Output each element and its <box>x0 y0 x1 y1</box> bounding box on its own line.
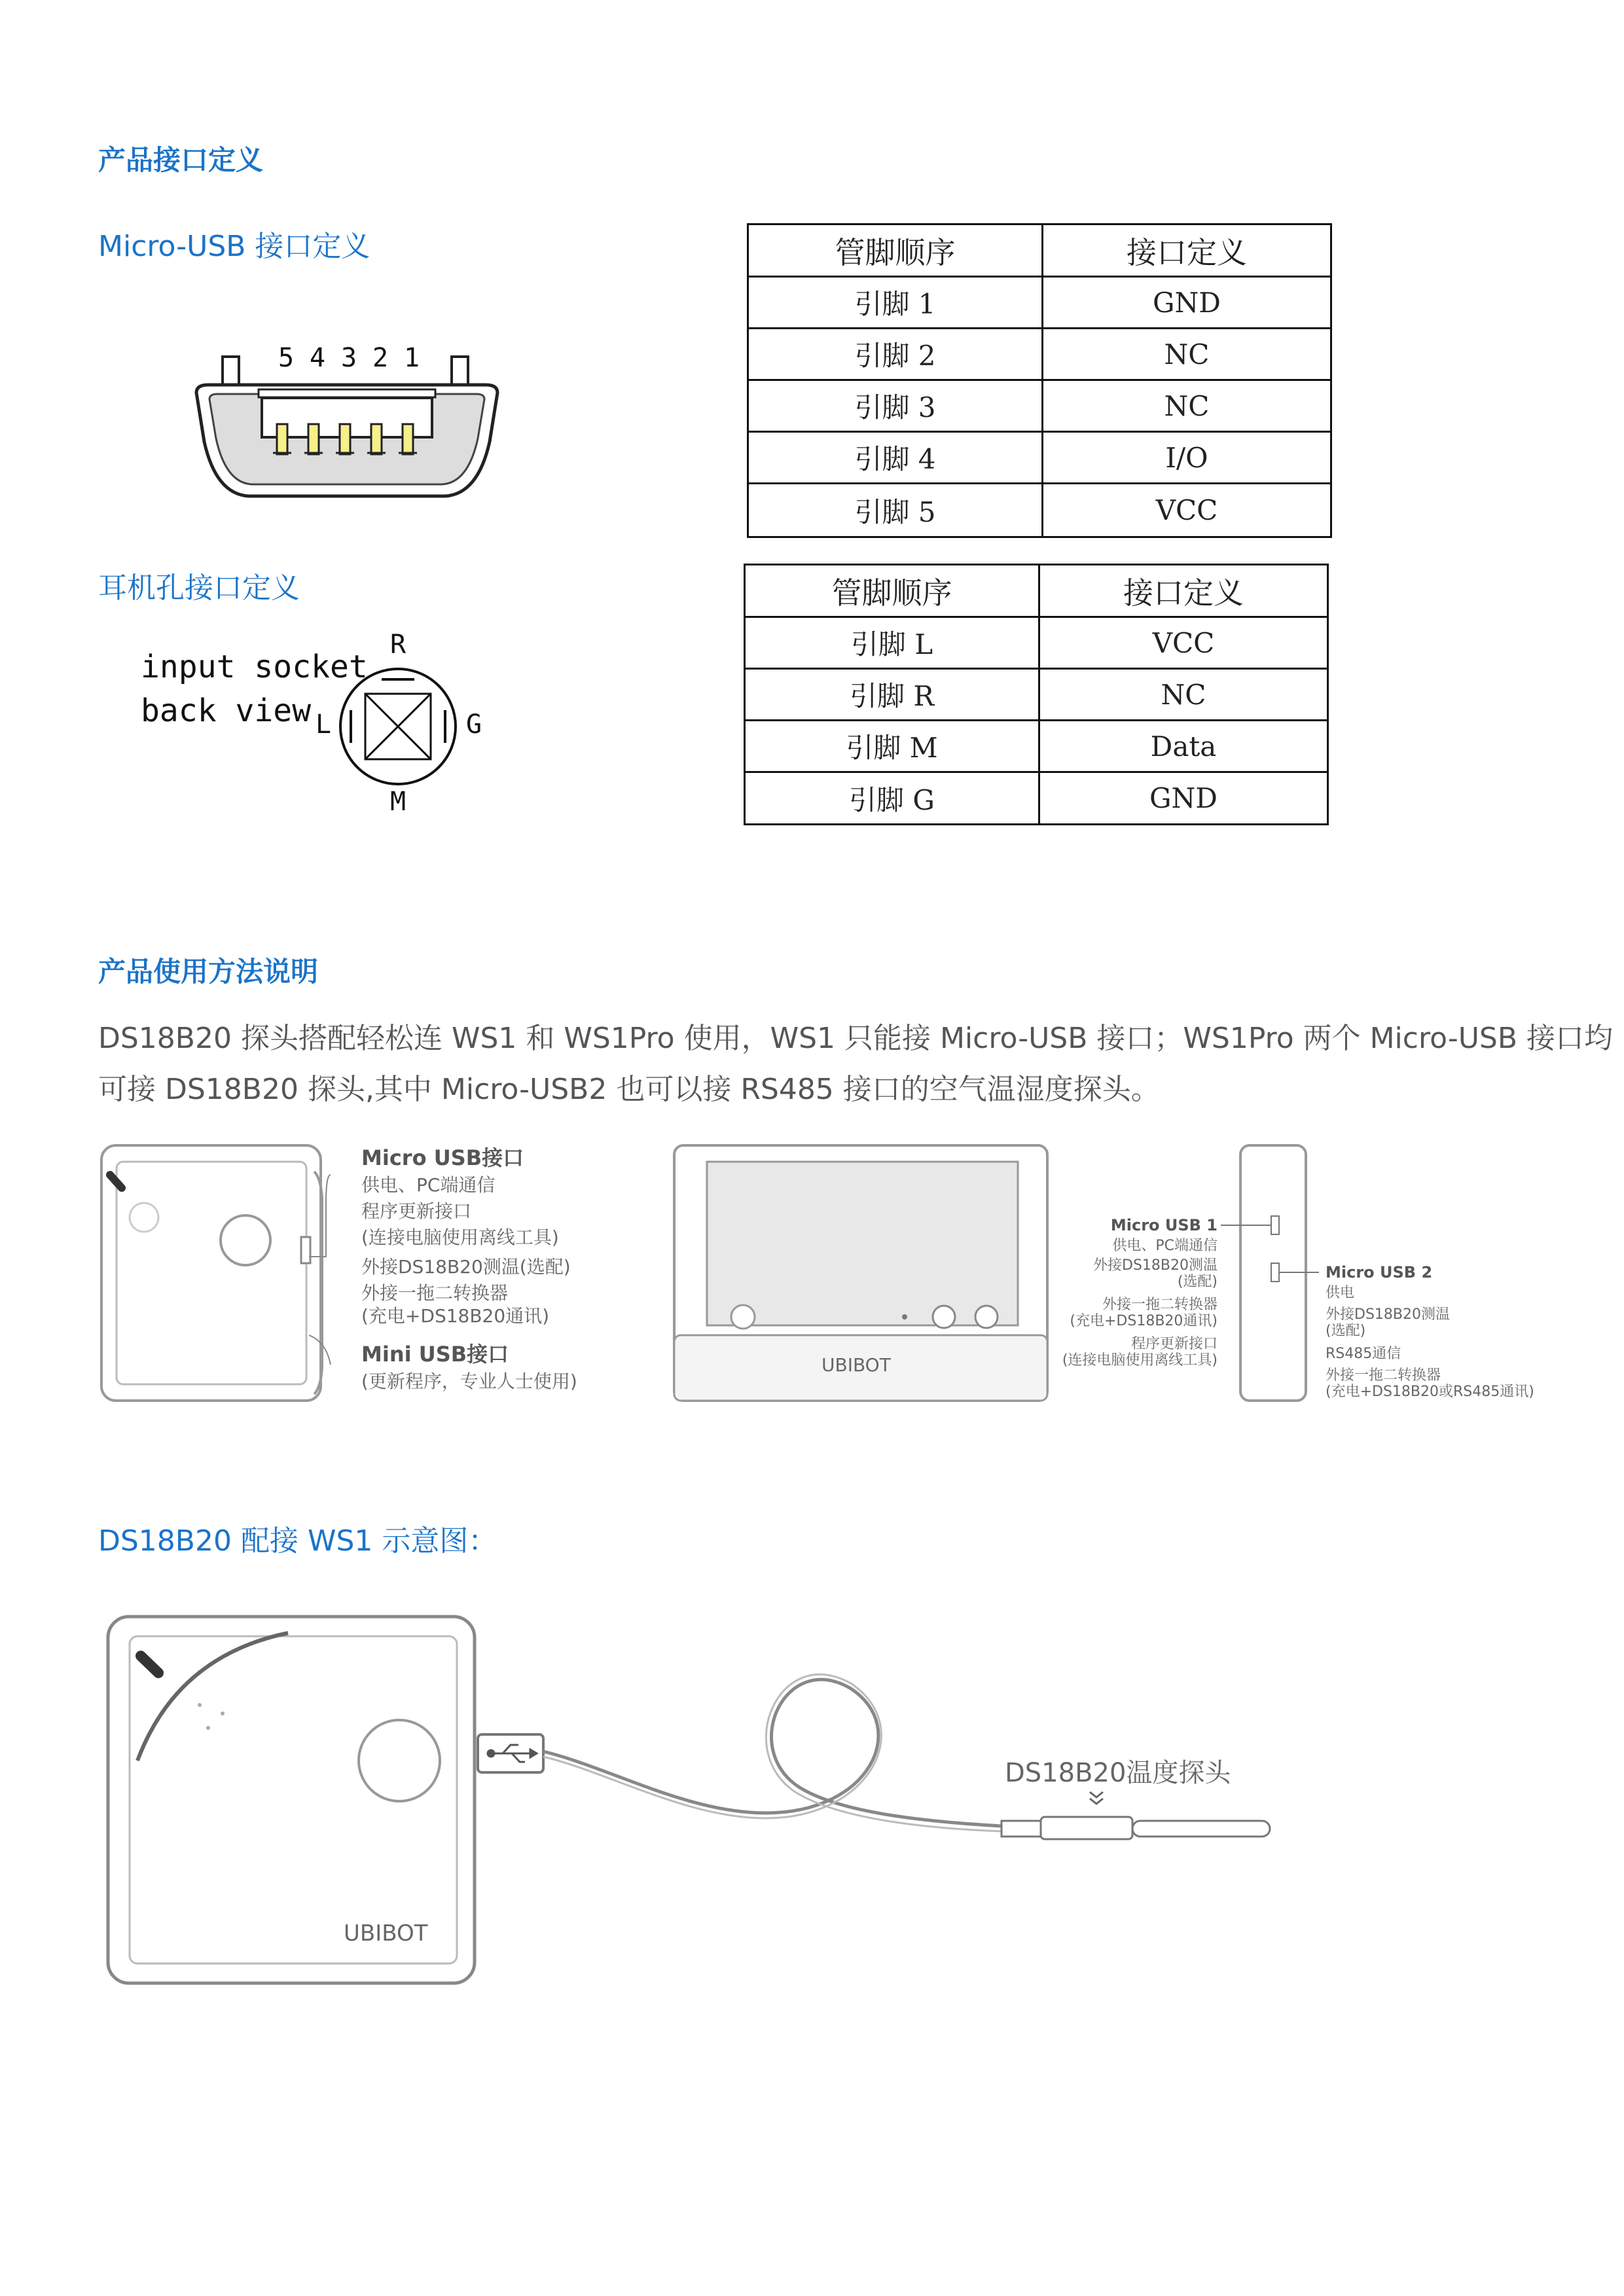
ws1-micro-label: (充电+DS18B20通讯) <box>361 1305 550 1327</box>
usage-paragraph: DS18B20 探头搭配轻松连 WS1 和 WS1Pro 使用，WS1 只能接 Micro-USB 接口；WS1Pro 两个 Micro-USB 接口均可接 DS18B20 探头,其中 Micro-USB2 也可以接 RS485 接口的空气温湿度探头。 <box>98 1022 1614 1106</box>
ws1pro-usb1-title: Micro USB 1 <box>1110 1216 1218 1234</box>
table-row <box>748 277 1331 329</box>
table-row <box>748 380 1331 432</box>
ds18b20-connection-diagram <box>98 1597 1296 1990</box>
pin-cell: 引脚 4 <box>748 432 1043 484</box>
ubibot-brand-logo: UBIBOT <box>344 1920 428 1946</box>
definition-cell: VCC <box>1043 484 1331 537</box>
section-title-interface: 产品接口定义 <box>98 144 264 176</box>
ws1pro-usb2-label: RS485通信 <box>1326 1346 1401 1362</box>
ws1-micro-label: 供电、PC端通信 <box>361 1174 496 1196</box>
ws1pro-usb2-label: 外接DS18B20测温 <box>1326 1306 1450 1323</box>
table-row <box>745 721 1328 772</box>
headphone-jack-diagram <box>131 622 497 818</box>
pin-cell: 引脚 M <box>745 721 1039 772</box>
pin-number-5: 5 <box>278 343 295 373</box>
table-row <box>745 617 1328 669</box>
definition-cell: NC <box>1043 329 1331 380</box>
jack-pin-table <box>744 564 1329 825</box>
section-title-connection: DS18B20 配接 WS1 示意图： <box>98 1524 497 1558</box>
definition-cell: NC <box>1039 669 1328 721</box>
ws1pro-usb2-label: (充电+DS18B20或RS485通讯) <box>1326 1384 1534 1400</box>
micro-usb-title: Micro-USB 接口定义 <box>98 230 370 263</box>
table-row <box>748 432 1331 484</box>
pin-number-1: 1 <box>404 343 420 373</box>
chevron-down-icon <box>1090 1792 1103 1804</box>
pin-cell: 引脚 5 <box>748 484 1043 537</box>
jack-title: 耳机孔接口定义 <box>98 571 300 605</box>
jack-caption-line2: back view <box>141 692 312 729</box>
jack-label-r: R <box>390 630 406 660</box>
pin-number-3: 3 <box>341 343 357 373</box>
pin-number-4: 4 <box>310 343 326 373</box>
ws1-mini-label: (更新程序，专业人士使用) <box>361 1371 577 1392</box>
jack-caption-line1: input socket <box>141 649 368 685</box>
pin-cell: 引脚 L <box>745 617 1039 669</box>
ws1-micro-label: 外接一拖二转换器 <box>361 1282 509 1304</box>
table-header-pin-order: 管脚顺序 <box>748 224 1043 277</box>
ws1pro-usb1-label: 供电、PC端通信 <box>1112 1238 1218 1254</box>
pin-cell: 引脚 R <box>745 669 1039 721</box>
ws1pro-usb2-label: (选配) <box>1326 1323 1366 1339</box>
table-header-pin-order: 管脚顺序 <box>745 565 1039 617</box>
definition-cell: Data <box>1039 721 1328 772</box>
ws1-micro-label: 程序更新接口 <box>361 1200 472 1222</box>
ws1pro-usb1-label: (充电+DS18B20通讯) <box>1070 1313 1218 1329</box>
jack-label-m: M <box>390 787 406 817</box>
table-row <box>745 772 1328 825</box>
ws1pro-usb1-label: (连接电脑使用离线工具) <box>1062 1352 1218 1369</box>
section-title-usage: 产品使用方法说明 <box>98 956 319 988</box>
ws1-micro-usb-title: Micro USB接口 <box>361 1145 524 1170</box>
ws1-mini-usb-title: Mini USB接口 <box>361 1342 509 1367</box>
probe-label: DS18B20温度探头 <box>1005 1758 1231 1788</box>
ws1-micro-label: (连接电脑使用离线工具) <box>361 1227 559 1248</box>
table-row <box>748 329 1331 380</box>
jack-label-l: L <box>316 709 332 740</box>
micro-usb-pin-table <box>747 223 1332 538</box>
pin-cell: 引脚 1 <box>748 277 1043 329</box>
ws1-device-diagram <box>98 1139 622 1414</box>
micro-usb-connector-diagram <box>170 327 524 511</box>
pin-cell: 引脚 3 <box>748 380 1043 432</box>
ws1pro-usb2-label: 外接一拖二转换器 <box>1326 1367 1441 1384</box>
ws1pro-brand-logo: UBIBOT <box>821 1354 891 1376</box>
ws1pro-side-diagram <box>1060 1139 1545 1414</box>
ws1pro-usb2-title: Micro USB 2 <box>1326 1263 1433 1282</box>
ws1pro-front-diagram <box>668 1139 1060 1414</box>
ws1pro-usb1-label: 程序更新接口 <box>1130 1336 1218 1352</box>
table-row <box>745 669 1328 721</box>
jack-label-g: G <box>466 709 482 740</box>
ws1pro-usb1-label: 外接DS18B20测温 <box>1093 1257 1218 1274</box>
pin-number-2: 2 <box>372 343 389 373</box>
ws1pro-usb2-label: 供电 <box>1326 1285 1355 1301</box>
definition-cell: GND <box>1039 772 1328 825</box>
pin-cell: 引脚 G <box>745 772 1039 825</box>
table-header-definition: 接口定义 <box>1039 565 1328 617</box>
pin-cell: 引脚 2 <box>748 329 1043 380</box>
ws1pro-usb1-label: 外接一拖二转换器 <box>1102 1297 1218 1313</box>
definition-cell: I/O <box>1043 432 1331 484</box>
ws1-micro-label: 外接DS18B20测温(选配) <box>361 1256 571 1278</box>
table-row <box>748 484 1331 537</box>
definition-cell: NC <box>1043 380 1331 432</box>
definition-cell: GND <box>1043 277 1331 329</box>
ws1pro-usb1-label: (选配) <box>1177 1274 1218 1290</box>
table-header-definition: 接口定义 <box>1043 224 1331 277</box>
definition-cell: VCC <box>1039 617 1328 669</box>
